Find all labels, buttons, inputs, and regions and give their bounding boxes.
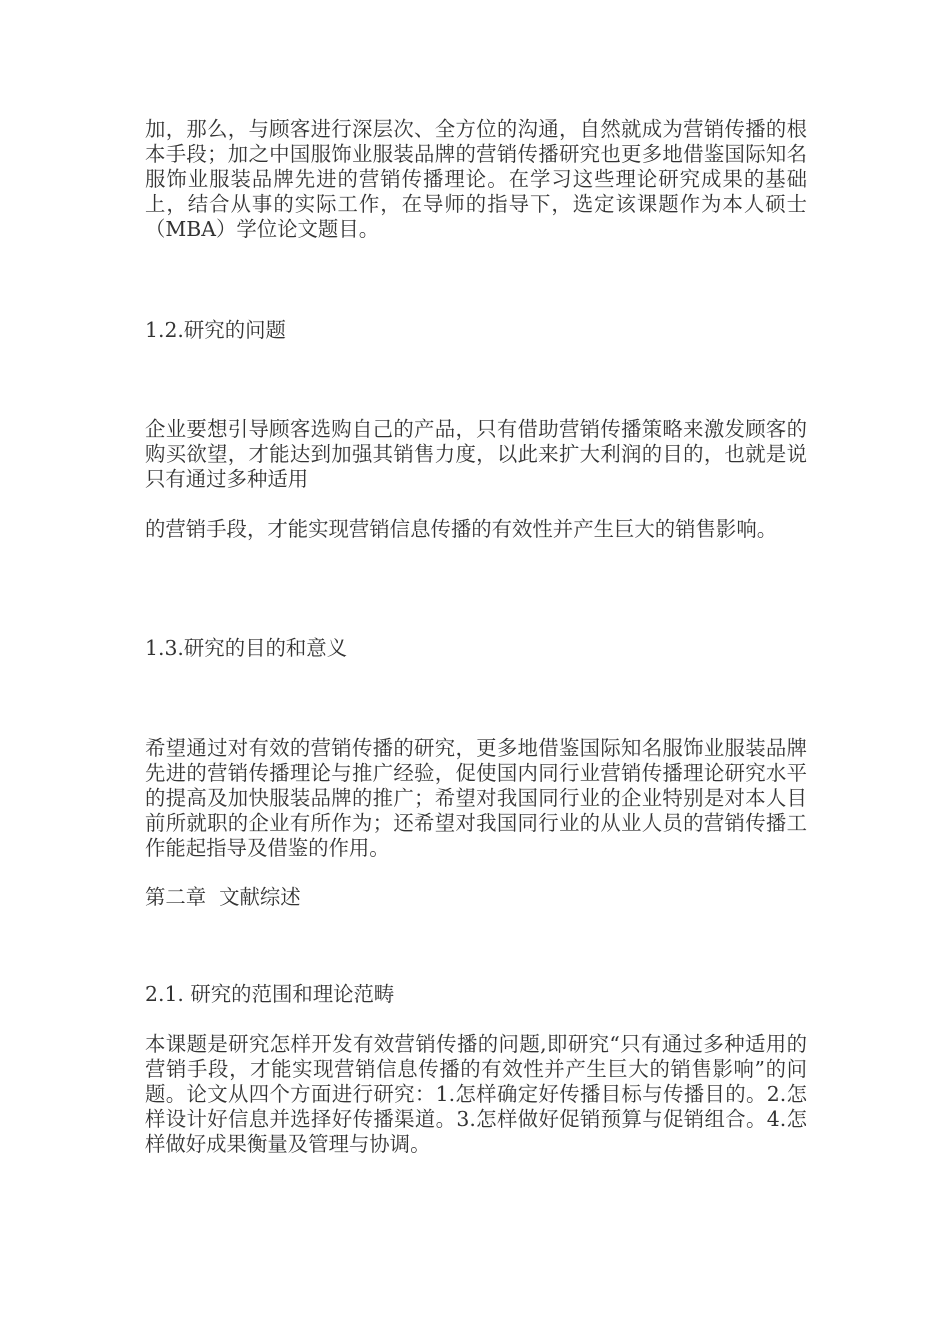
section-1-3-heading: 1.3.研究的目的和意义	[145, 636, 348, 660]
section-1-2-paragraph-1: 企业要想引导顾客选购自己的产品，只有借助营销传播策略来激发顾客的购买欲望，才能达到加强其销售力度，以此来扩大利润的目的，也就是说只有通过多种适用	[145, 417, 807, 491]
section-2-1-paragraph: 本课题是研究怎样开发有效营销传播的问题,即研究“只有通过多种适用的营销手段，才能实现营销信息传播的有效性并产生巨大的销售影响”的问题。论文从四个方面进行研究：1.怎样确定好传播目标与传播目的。2.怎样设计好信息并选择好传播渠道。3.怎样做好促销预算与促销组合。4.怎样做好成果衡量及管理与协调。	[145, 1032, 807, 1156]
section-2-1-heading: 2.1. 研究的范围和理论范畴	[145, 982, 395, 1006]
paragraph-intro-end: 加，那么，与顾客进行深层次、全方位的沟通，自然就成为营销传播的根本手段；加之中国服饰业服装品牌的营销传播研究也更多地借鉴国际知名服饰业服装品牌先进的营销传播理论。在学习这些理论研究成果的基础上，结合从事的实际工作，在导师的指导下，选定该课题作为本人硕士（MBA）学位论文题目。	[145, 117, 807, 241]
section-1-2-paragraph-2: 的营销手段，才能实现营销信息传播的有效性并产生巨大的销售影响。	[145, 517, 778, 541]
chapter-2-heading: 第二章 文献综述	[145, 885, 301, 909]
section-1-3-paragraph: 希望通过对有效的营销传播的研究，更多地借鉴国际知名服饰业服装品牌先进的营销传播理论与推广经验，促使国内同行业营销传播理论研究水平的提高及加快服装品牌的推广；希望对我国同行业的企业特别是对本人目前所就职的企业有所作为；还希望对我国同行业的从业人员的营销传播工作能起指导及借鉴的作用。	[145, 736, 807, 860]
section-1-2-heading: 1.2.研究的问题	[145, 318, 286, 342]
